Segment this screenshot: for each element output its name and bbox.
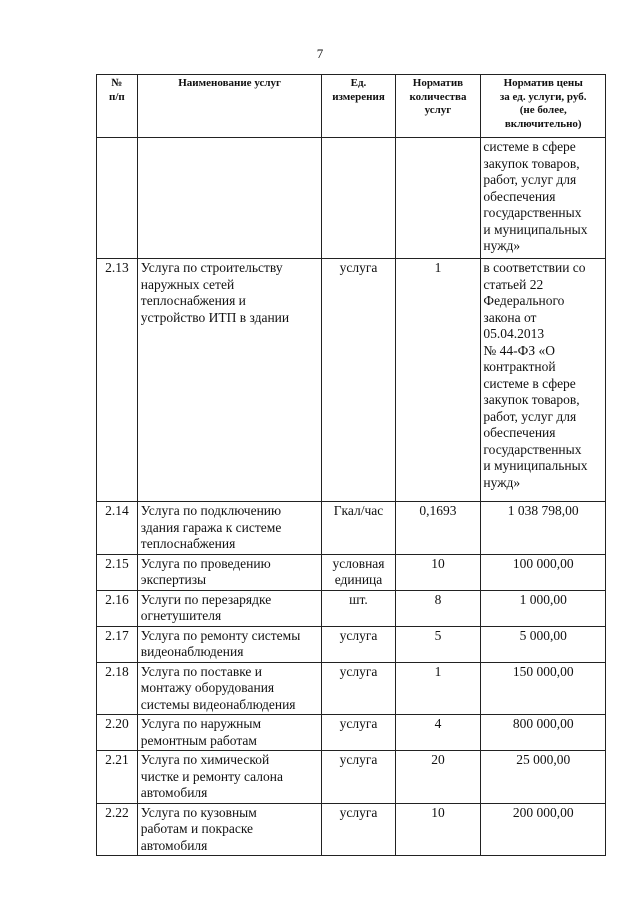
cell-unit: услуга (322, 751, 395, 804)
cell-price: 150 000,00 (481, 662, 606, 715)
cell-num: 2.18 (97, 662, 138, 715)
cell-price: 800 000,00 (481, 715, 606, 751)
table-row (97, 662, 606, 715)
cell-qty: 1 (395, 662, 481, 715)
cell-name: Услуга по подключению здания гаража к системе теплоснабжения (137, 502, 322, 555)
table-row (97, 554, 606, 590)
table-row-continuation (97, 138, 606, 259)
table-row (97, 803, 606, 856)
cell-num: 2.13 (97, 259, 138, 502)
cell-price: 5 000,00 (481, 626, 606, 662)
cell-qty: 5 (395, 626, 481, 662)
cell-unit (322, 138, 395, 259)
cell-price: 1 038 798,00 (481, 502, 606, 555)
cell-qty: 4 (395, 715, 481, 751)
cell-num: 2.22 (97, 803, 138, 856)
table-row (97, 502, 606, 555)
cell-num: 2.15 (97, 554, 138, 590)
cell-name (137, 138, 322, 259)
cell-name: Услуга по ремонту системы видеонаблюдения (137, 626, 322, 662)
cell-qty: 1 (395, 259, 481, 502)
cell-qty (395, 138, 481, 259)
cell-num: 2.16 (97, 590, 138, 626)
table-row (97, 259, 606, 502)
table-row (97, 626, 606, 662)
cell-price: в соответствии со статьей 22 Федерального закона от 05.04.2013 № 44-ФЗ «О контрактной системе в сфере закупок товаров, работ, услуг для обеспечения государственных и муниципальных нужд» (481, 259, 606, 502)
cell-unit: условная единица (322, 554, 395, 590)
cell-unit: услуга (322, 626, 395, 662)
cell-unit: Гкал/час (322, 502, 395, 555)
table-row (97, 590, 606, 626)
header-unit: Ед. измерения (322, 75, 395, 138)
cell-unit: услуга (322, 803, 395, 856)
cell-name: Услуга по кузовным работам и покраске автомобиля (137, 803, 322, 856)
header-num: № п/п (97, 75, 138, 138)
cell-qty: 10 (395, 554, 481, 590)
cell-num: 2.17 (97, 626, 138, 662)
cell-price: 100 000,00 (481, 554, 606, 590)
cell-name: Услуга по химической чистке и ремонту салона автомобиля (137, 751, 322, 804)
cell-num: 2.21 (97, 751, 138, 804)
cell-name: Услуга по проведению экспертизы (137, 554, 322, 590)
cell-unit: услуга (322, 662, 395, 715)
cell-qty: 0,1693 (395, 502, 481, 555)
cell-num (97, 138, 138, 259)
cell-qty: 8 (395, 590, 481, 626)
header-row (97, 75, 606, 138)
cell-qty: 20 (395, 751, 481, 804)
cell-name: Услуга по строительству наружных сетей теплоснабжения и устройство ИТП в здании (137, 259, 322, 502)
cell-price: 25 000,00 (481, 751, 606, 804)
services-table (96, 74, 606, 856)
cell-num: 2.14 (97, 502, 138, 555)
page-number: 7 (316, 46, 324, 61)
header-price: Норматив цены за ед. услуги, руб. (не более, включительно) (481, 75, 606, 138)
cell-qty: 10 (395, 803, 481, 856)
cell-unit: шт. (322, 590, 395, 626)
table-row (97, 751, 606, 804)
cell-num: 2.20 (97, 715, 138, 751)
cell-name: Услуга по наружным ремонтным работам (137, 715, 322, 751)
cell-price: 1 000,00 (481, 590, 606, 626)
table-row (97, 715, 606, 751)
cell-name: Услуга по поставке и монтажу оборудования системы видеонаблюдения (137, 662, 322, 715)
cell-unit: услуга (322, 259, 395, 502)
cell-price: системе в сфере закупок товаров, работ, услуг для обеспечения государственных и муниципальных нужд» (481, 138, 606, 259)
header-qty: Норматив количества услуг (395, 75, 481, 138)
header-name: Наименование услуг (137, 75, 322, 138)
cell-price: 200 000,00 (481, 803, 606, 856)
cell-name: Услуги по перезарядке огнетушителя (137, 590, 322, 626)
cell-unit: услуга (322, 715, 395, 751)
